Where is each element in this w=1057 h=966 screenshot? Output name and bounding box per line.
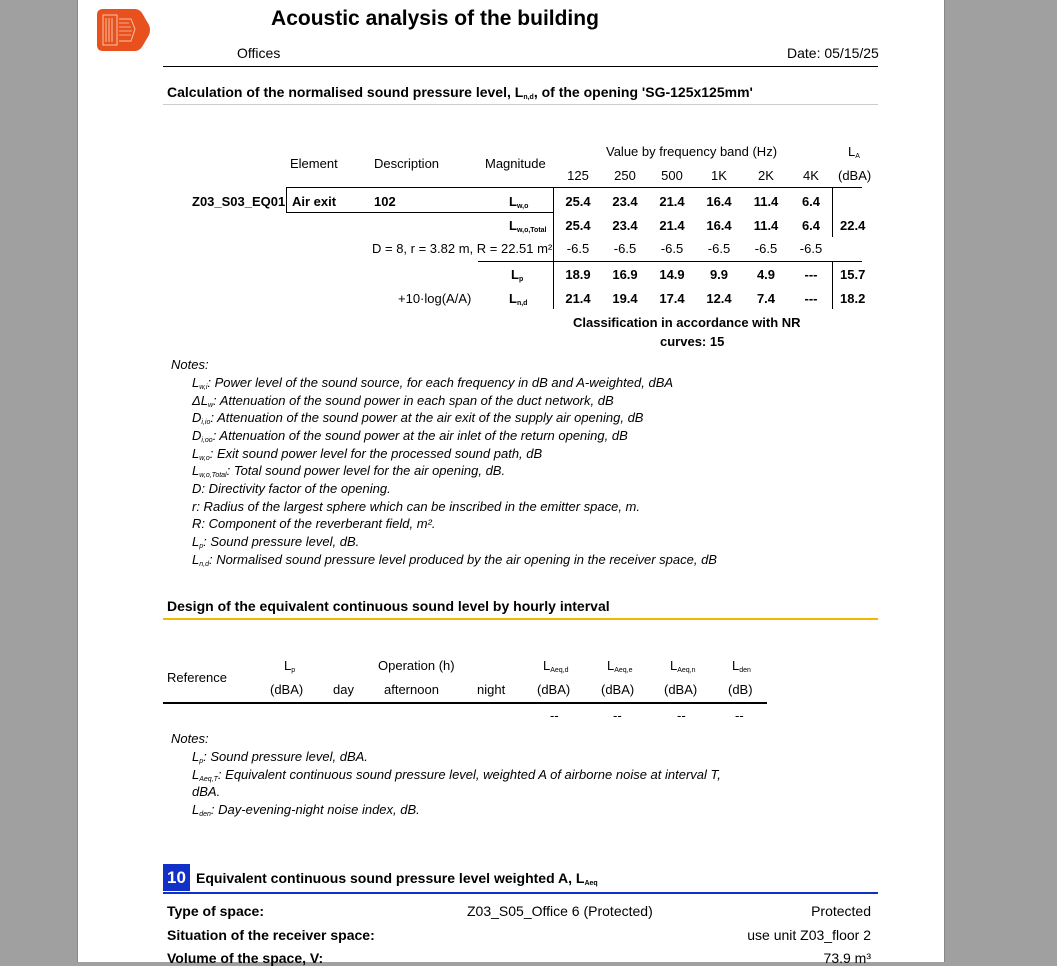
- la-value: 18.2: [840, 291, 866, 306]
- note-line: dBA.: [192, 784, 221, 799]
- value-cell: 11.4: [753, 218, 779, 233]
- value-cell: 4.9: [756, 267, 776, 282]
- table1-vline: [832, 187, 833, 237]
- col-night-header: night: [477, 682, 506, 697]
- magnitude-lwo: $L_{w,o}$: [509, 194, 529, 210]
- col-day-header: day: [333, 682, 354, 697]
- element-description: 102: [374, 194, 396, 209]
- value-cell: 16.4: [706, 194, 732, 209]
- element-name: Air exit: [292, 194, 337, 209]
- value-cell: 18.9: [565, 267, 591, 282]
- note-line: $L_p$: Sound pressure level, dBA.: [192, 749, 368, 765]
- col-operation-header: Operation (h): [378, 658, 455, 673]
- log-correction-label: +10·log(A/A): [398, 291, 472, 306]
- col-lden-header: $L_{den}$: [732, 658, 751, 674]
- value-cell: 9.9: [709, 267, 729, 282]
- value-cell: -6.5: [566, 241, 590, 256]
- row-label: Volume of the space, V:: [167, 950, 324, 966]
- col-la-header: $L_A$: [848, 144, 860, 160]
- directivity-label: D = 8, r = 3.82 m, R = 22.51 m²: [372, 241, 553, 256]
- la-value: 15.7: [840, 267, 866, 282]
- value-cell: 21.4: [659, 218, 685, 233]
- value-cell: -6.5: [707, 241, 731, 256]
- row-label: Type of space:: [167, 903, 264, 919]
- section1-rule: [163, 104, 878, 105]
- row-value: use unit Z03_floor 2: [747, 927, 871, 943]
- band-header: 500: [661, 168, 683, 183]
- note-line: r: Radius of the largest sphere which can be inscribed in the emitter space, m.: [192, 499, 640, 514]
- band-header: 125: [567, 168, 589, 183]
- col-laeqd-unit: (dBA): [537, 682, 571, 697]
- notes-title: Notes:: [171, 357, 209, 372]
- value-cell: 25.4: [565, 194, 591, 209]
- note-line: $D_{i,oo}$: Attenuation of the sound power at the air inlet of the return opening, dB: [192, 428, 628, 444]
- row-mid: Z03_S05_Office 6 (Protected): [467, 903, 653, 919]
- band-header: 4K: [803, 168, 819, 183]
- value-cell: 11.4: [753, 194, 779, 209]
- value-cell: 19.4: [612, 291, 638, 306]
- note-line: $D_{i,io}$: Attenuation of the sound power at the air exit of the supply air opening, dB: [192, 410, 644, 426]
- col-laeqe-header: $L_{Aeq,e}$: [607, 658, 633, 674]
- note-line: $L_{w,o,Total}$: Total sound power level for the air opening, dB.: [192, 463, 506, 479]
- col-laeqn-unit: (dBA): [664, 682, 698, 697]
- col-magnitude-header: Magnitude: [485, 156, 546, 171]
- col-dba-header: (dBA): [838, 168, 872, 183]
- value-cell: -6.5: [799, 241, 823, 256]
- table1-vline: [832, 261, 833, 309]
- table1-element-rule: [286, 212, 554, 213]
- table1-vline: [553, 187, 554, 309]
- value-cell: 17.4: [659, 291, 685, 306]
- la-value: 22.4: [840, 218, 866, 233]
- band-header: 250: [614, 168, 636, 183]
- row-value: Protected: [811, 903, 871, 919]
- note-line: $L_{w,o}$: Exit sound power level for the processed sound path, dB: [192, 446, 543, 462]
- value-cell: 16.4: [706, 218, 732, 233]
- note-line: $L_{n,d}$: Normalised sound pressure level produced by the air opening in the receiver space, dB: [192, 552, 717, 568]
- table2-rule: [163, 702, 767, 704]
- col-laeqn-header: $L_{Aeq,n}$: [670, 658, 696, 674]
- value-cell: 23.4: [612, 218, 638, 233]
- value-cell: 6.4: [801, 218, 821, 233]
- company-logo: [95, 7, 151, 53]
- laeqn-value: --: [677, 708, 686, 723]
- table1-mid-rule: [478, 261, 862, 262]
- section2-rule: [163, 618, 878, 620]
- col-afternoon-header: afternoon: [384, 682, 439, 697]
- row-value: 73.9 m³: [823, 950, 871, 966]
- col-reference-header: Reference: [167, 670, 227, 685]
- note-line: $L_p$: Sound pressure level, dB.: [192, 534, 360, 550]
- classification-line2: curves: 15: [660, 334, 725, 349]
- classification-line1: Classification in accordance with NR: [573, 315, 801, 330]
- value-cell: 21.4: [659, 194, 685, 209]
- note-line: D: Directivity factor of the opening.: [192, 481, 391, 496]
- laeqe-value: --: [613, 708, 622, 723]
- table1-top-rule: [286, 187, 862, 188]
- col-element-header: Element: [290, 156, 338, 171]
- value-cell: -6.5: [613, 241, 637, 256]
- magnitude-lwo-total: $L_{w,o,Total}$: [509, 218, 547, 234]
- value-cell: 14.9: [659, 267, 685, 282]
- element-id: Z03_S03_EQ01: [192, 194, 286, 209]
- value-cell: 21.4: [565, 291, 591, 306]
- value-cell: 25.4: [565, 218, 591, 233]
- page-title: Acoustic analysis of the building: [271, 7, 599, 30]
- document-date: Date: 05/15/25: [787, 45, 879, 61]
- note-line: $L_{Aeq,T}$: Equivalent continuous sound pressure level, weighted A of airborne noise at interval T,: [192, 767, 721, 783]
- note-line: $L_{w,i}$: Power level of the sound source, for each frequency in dB and A-weighted, dBA: [192, 375, 674, 391]
- value-cell: 23.4: [612, 194, 638, 209]
- note-line: $L_{den}$: Day-evening-night noise index, dB.: [192, 802, 420, 818]
- note-line: $\Delta L_w$: Attenuation of the sound power in each span of the duct network, dB: [192, 393, 614, 409]
- magnitude-lnd: $L_{n,d}$: [509, 291, 528, 307]
- value-cell: -6.5: [754, 241, 778, 256]
- col-description-header: Description: [374, 156, 440, 171]
- section3-heading: Equivalent continuous sound pressure level weighted A, $L_{Aeq}$: [196, 870, 598, 887]
- col-lp-unit: (dBA): [270, 682, 304, 697]
- header-rule: [163, 66, 878, 67]
- value-cell: 12.4: [706, 291, 732, 306]
- note-line: R: Component of the reverberant field, m².: [192, 516, 436, 531]
- col-value-band-header: Value by frequency band (Hz): [606, 144, 778, 159]
- value-cell: -6.5: [660, 241, 684, 256]
- table1-vline: [286, 187, 287, 212]
- col-lp-header: $L_p$: [284, 658, 296, 674]
- laeqd-value: --: [550, 708, 559, 723]
- magnitude-lp: $L_p$: [511, 267, 524, 283]
- value-cell: 6.4: [801, 194, 821, 209]
- band-header: 2K: [758, 168, 774, 183]
- lden-value: --: [735, 708, 744, 723]
- value-cell: 7.4: [756, 291, 776, 306]
- page-subtitle: Offices: [237, 45, 281, 61]
- notes-title: Notes:: [171, 731, 209, 746]
- band-header: 1K: [711, 168, 727, 183]
- section2-heading: Design of the equivalent continuous sound level by hourly interval: [167, 598, 610, 614]
- col-laeqd-header: $L_{Aeq,d}$: [543, 658, 569, 674]
- value-cell: ---: [804, 291, 818, 306]
- section-number-badge: 10: [163, 864, 190, 891]
- section1-heading: Calculation of the normalised sound pressure level, $L_{n,d}$, of the opening 'SG-125x125mm': [167, 84, 753, 101]
- col-laeqe-unit: (dBA): [601, 682, 635, 697]
- value-cell: 16.9: [612, 267, 638, 282]
- row-label: Situation of the receiver space:: [167, 927, 375, 943]
- section3-rule: [163, 892, 878, 894]
- value-cell: ---: [804, 267, 818, 282]
- col-lden-unit: (dB): [728, 682, 753, 697]
